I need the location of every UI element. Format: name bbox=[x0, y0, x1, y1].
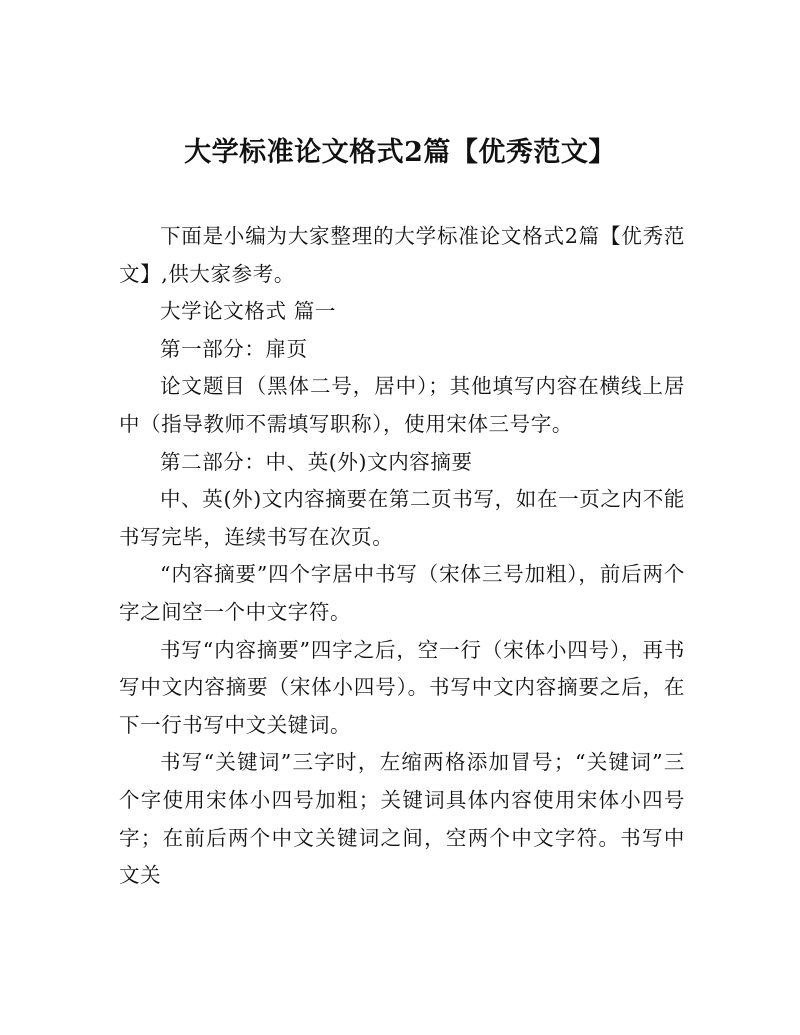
paragraph-section-cover: 第一部分：扉页 bbox=[160, 336, 308, 361]
paragraph-heading-part1: 大学论文格式 篇一 bbox=[160, 299, 336, 324]
paragraph-abstract-format: 书写“内容摘要”四字之后，空一行（宋体小四号），再书写中文内容摘要（宋体小四号）。书写中文内容摘要之后，在下一行书写中文关键词。 bbox=[119, 637, 685, 737]
document-body bbox=[119, 218, 685, 895]
paragraph-cover-rules: 论文题目（黑体二号，居中）；其他填写内容在横线上居中（指导教师不需填写职称），使用宋体三号字。 bbox=[119, 374, 685, 436]
document-title: 大学标准论文格式2篇【优秀范文】 bbox=[184, 137, 616, 168]
paragraph-abstract-heading: “内容摘要”四个字居中书写（宋体三号加粗），前后两个字之间空一个中文字符。 bbox=[119, 562, 685, 624]
paragraph-keywords-format: 书写“关键词”三字时，左缩两格添加冒号；“关键词”三个字使用宋体小四号加粗；关键词具体内容使用宋体小四号字；在前后两个中文关键词之间，空两个中文字符。书写中文关 bbox=[119, 750, 685, 888]
paragraph-abstract-placement: 中、英(外)文内容摘要在第二页书写，如在一页之内不能书写完毕，连续书写在次页。 bbox=[119, 487, 685, 549]
paragraph-intro: 下面是小编为大家整理的大学标准论文格式2篇【优秀范文】,供大家参考。 bbox=[119, 224, 685, 286]
paragraph-section-abstract: 第二部分：中、英(外)文内容摘要 bbox=[160, 449, 473, 474]
